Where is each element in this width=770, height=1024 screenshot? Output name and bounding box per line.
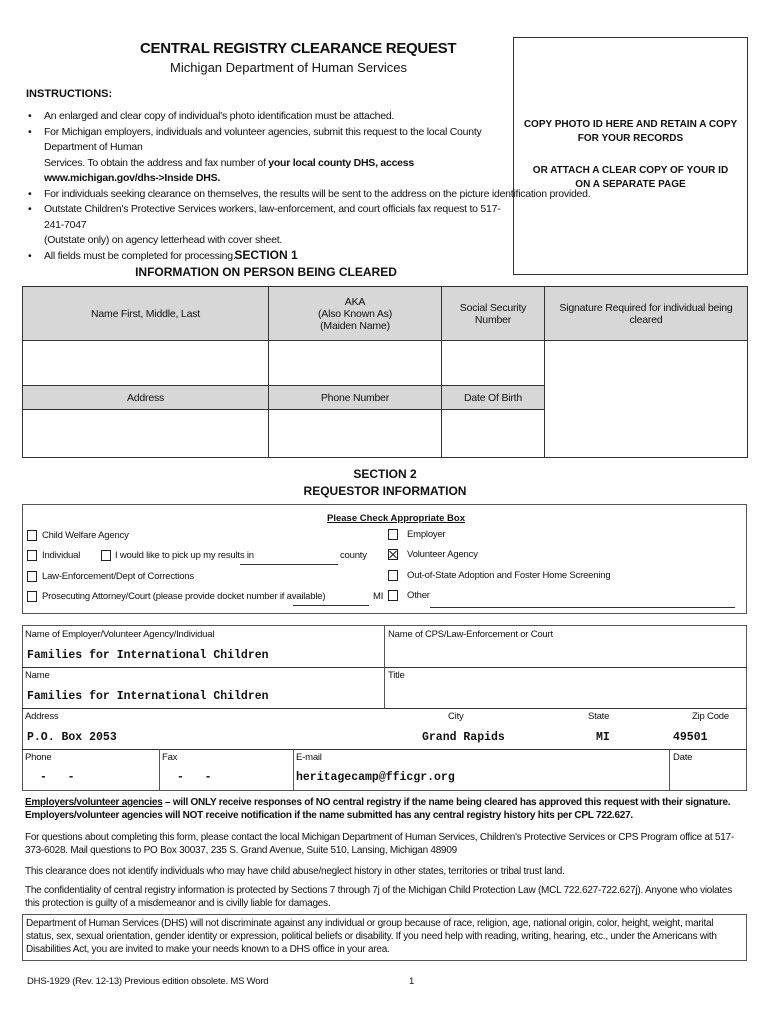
- label-state: State: [588, 711, 610, 722]
- instruction-item: • An enlarged and clear copy of individual's photo identification must be attached.: [24, 109, 514, 125]
- label-mi: MI: [373, 591, 384, 602]
- fax-value[interactable]: - -: [177, 771, 212, 784]
- questions-note: For questions about completing this form, please contact the local Michigan Department of Human Services, Children's Protective Services or CPS Program office at 517-373-6028. Mail questions to PO Box 30037, 235 S. Grand Avenue, Suite 510, Lansing, Michigan 48909: [25, 832, 734, 856]
- county-input[interactable]: [240, 564, 338, 565]
- dob-input[interactable]: [442, 410, 545, 458]
- checkbox-employer[interactable]: [388, 529, 398, 540]
- instruction-item: • For individuals seeking clearance on themselves, the results will be sent to the address on the picture identification provided.: [24, 187, 514, 203]
- photo-box-line: COPY PHOTO ID HERE AND RETAIN A COPY: [523, 119, 738, 130]
- city-value[interactable]: Grand Rapids: [422, 731, 505, 744]
- label-address: Address: [25, 711, 59, 722]
- label-employer-name: Name of Employer/Volunteer Agency/Individual: [25, 629, 215, 640]
- section1-label: SECTION 1: [234, 248, 298, 262]
- label-name: Name: [25, 670, 50, 681]
- label-pickup: I would like to pick up my results in: [115, 550, 254, 561]
- checkbox-individual[interactable]: [27, 550, 37, 561]
- ssn-input[interactable]: [442, 341, 545, 386]
- instructions-heading: INSTRUCTIONS:: [26, 88, 113, 100]
- checkbox-law-enforcement[interactable]: [27, 571, 37, 582]
- label-county: county: [340, 550, 367, 561]
- section2-label: SECTION 2: [353, 467, 417, 481]
- checkbox-prosecuting[interactable]: [27, 591, 37, 602]
- section1-title: INFORMATION ON PERSON BEING CLEARED: [135, 265, 397, 279]
- docket-input[interactable]: [293, 605, 369, 606]
- label-cps-name: Name of CPS/Law-Enforcement or Court: [388, 629, 553, 640]
- address-input[interactable]: [23, 410, 269, 458]
- instruction-item: • All fields must be completed for processing.: [24, 249, 514, 265]
- label-child-welfare: Child Welfare Agency: [42, 530, 129, 541]
- instruction-item: • For Michigan employers, individuals and volunteer agencies, submit this request to the local County Department of Human Services. To obtain the address and fax number of your local county DHS, access www.michigan.gov/dhs->Inside DHS.: [24, 125, 514, 187]
- confidentiality-note: The confidentiality of central registry information is protected by Sections 7 through 7j of the Michigan Child Protection Law (MCL 722.627-722.627j). Anyone who violates this protection is guilty of a misdemeanor and is civilly liable for damages.: [25, 885, 732, 909]
- col-header-dob: Date Of Birth: [442, 386, 545, 410]
- label-city: City: [448, 711, 464, 722]
- page-number: 1: [409, 976, 415, 987]
- col-header-phone: Phone Number: [269, 386, 442, 410]
- photo-box-line: OR ATTACH A CLEAR COPY OF YOUR ID: [532, 165, 729, 176]
- employer-name-value[interactable]: Families for International Children: [27, 649, 269, 662]
- section1-table: [22, 286, 748, 458]
- photo-id-box[interactable]: [513, 37, 748, 275]
- label-fax: Fax: [162, 752, 178, 763]
- aka-input[interactable]: [269, 341, 442, 386]
- name-value[interactable]: Families for International Children: [27, 690, 269, 703]
- label-prosecuting: Prosecuting Attorney/Court (please provide docket number if available): [42, 591, 326, 602]
- phone-input[interactable]: [269, 410, 442, 458]
- label-date: Date: [673, 752, 693, 763]
- state-value[interactable]: MI: [596, 731, 610, 744]
- label-employer: Employer: [407, 529, 446, 540]
- checkbox-pickup[interactable]: [101, 550, 111, 561]
- col-header-address: Address: [23, 386, 269, 410]
- photo-box-line: FOR YOUR RECORDS: [577, 133, 684, 144]
- col-header-ssn: Social Security Number: [442, 287, 545, 341]
- name-input[interactable]: [23, 341, 269, 386]
- check-heading: Please Check Appropriate Box: [327, 513, 465, 524]
- col-header-signature: Signature Required for individual being cleared: [545, 287, 748, 341]
- label-volunteer-agency: Volunteer Agency: [407, 549, 478, 560]
- col-header-aka: AKA (Also Known As) (Maiden Name): [269, 287, 442, 341]
- checkbox-outstate[interactable]: [388, 570, 398, 581]
- phone-value[interactable]: - -: [40, 771, 75, 784]
- clearance-note: This clearance does not identify individuals who may have child abuse/neglect history in other states, territories or tribal trust land.: [25, 866, 565, 877]
- email-value[interactable]: heritagecamp@fficgr.org: [296, 771, 455, 784]
- col-header-name: Name First, Middle, Last: [23, 287, 269, 341]
- section2-title: REQUESTOR INFORMATION: [303, 484, 467, 498]
- form-title: CENTRAL REGISTRY CLEARANCE REQUEST: [140, 40, 457, 57]
- label-outstate: Out-of-State Adoption and Foster Home Screening: [407, 570, 611, 581]
- label-title: Title: [388, 670, 405, 681]
- checkbox-volunteer-agency[interactable]: [388, 549, 398, 560]
- label-individual: Individual: [42, 550, 81, 561]
- address-value[interactable]: P.O. Box 2053: [27, 731, 117, 744]
- instruction-item: • Outstate Children's Protective Services workers, law-enforcement, and court officials fax request to 517-241-7047 (Outstate only) on agency letterhead with cover sheet.: [24, 202, 514, 249]
- employers-note: Employers/volunteer agencies – will ONLY receive responses of NO central registry if the name being cleared has approved this request with their signature. Employers/volunteer agencies will NOT receive notification if the name submitted has any central registry history hits per CPL 722.627.: [25, 797, 731, 821]
- form-id: DHS-1929 (Rev. 12-13) Previous edition obsolete. MS Word: [27, 976, 269, 987]
- label-zip: Zip Code: [692, 711, 729, 722]
- checkbox-other[interactable]: [388, 590, 398, 601]
- nondiscrimination-note: Department of Human Services (DHS) will not discriminate against any individual or group because of race, religion, age, national origin, color, height, weight, marital status, sex, sexual orientation, gender identity or expression, political beliefs or disability. If you need help with reading, writing, hearing, etc., under the Americans with Disabilities Act, you are invited to make your needs known to a DHS office in your area.: [22, 914, 747, 961]
- photo-box-line: ON A SEPARATE PAGE: [575, 179, 686, 190]
- instructions-list: [24, 109, 591, 264]
- label-law-enforcement: Law-Enforcement/Dept of Corrections: [42, 571, 194, 582]
- label-email: E-mail: [296, 752, 322, 763]
- label-phone: Phone: [25, 752, 52, 763]
- zip-value[interactable]: 49501: [673, 731, 708, 744]
- signature-input[interactable]: [545, 341, 748, 458]
- form-subtitle: Michigan Department of Human Services: [170, 60, 407, 75]
- other-input[interactable]: [430, 607, 735, 608]
- label-other: Other: [407, 590, 430, 601]
- checkbox-child-welfare[interactable]: [27, 530, 37, 541]
